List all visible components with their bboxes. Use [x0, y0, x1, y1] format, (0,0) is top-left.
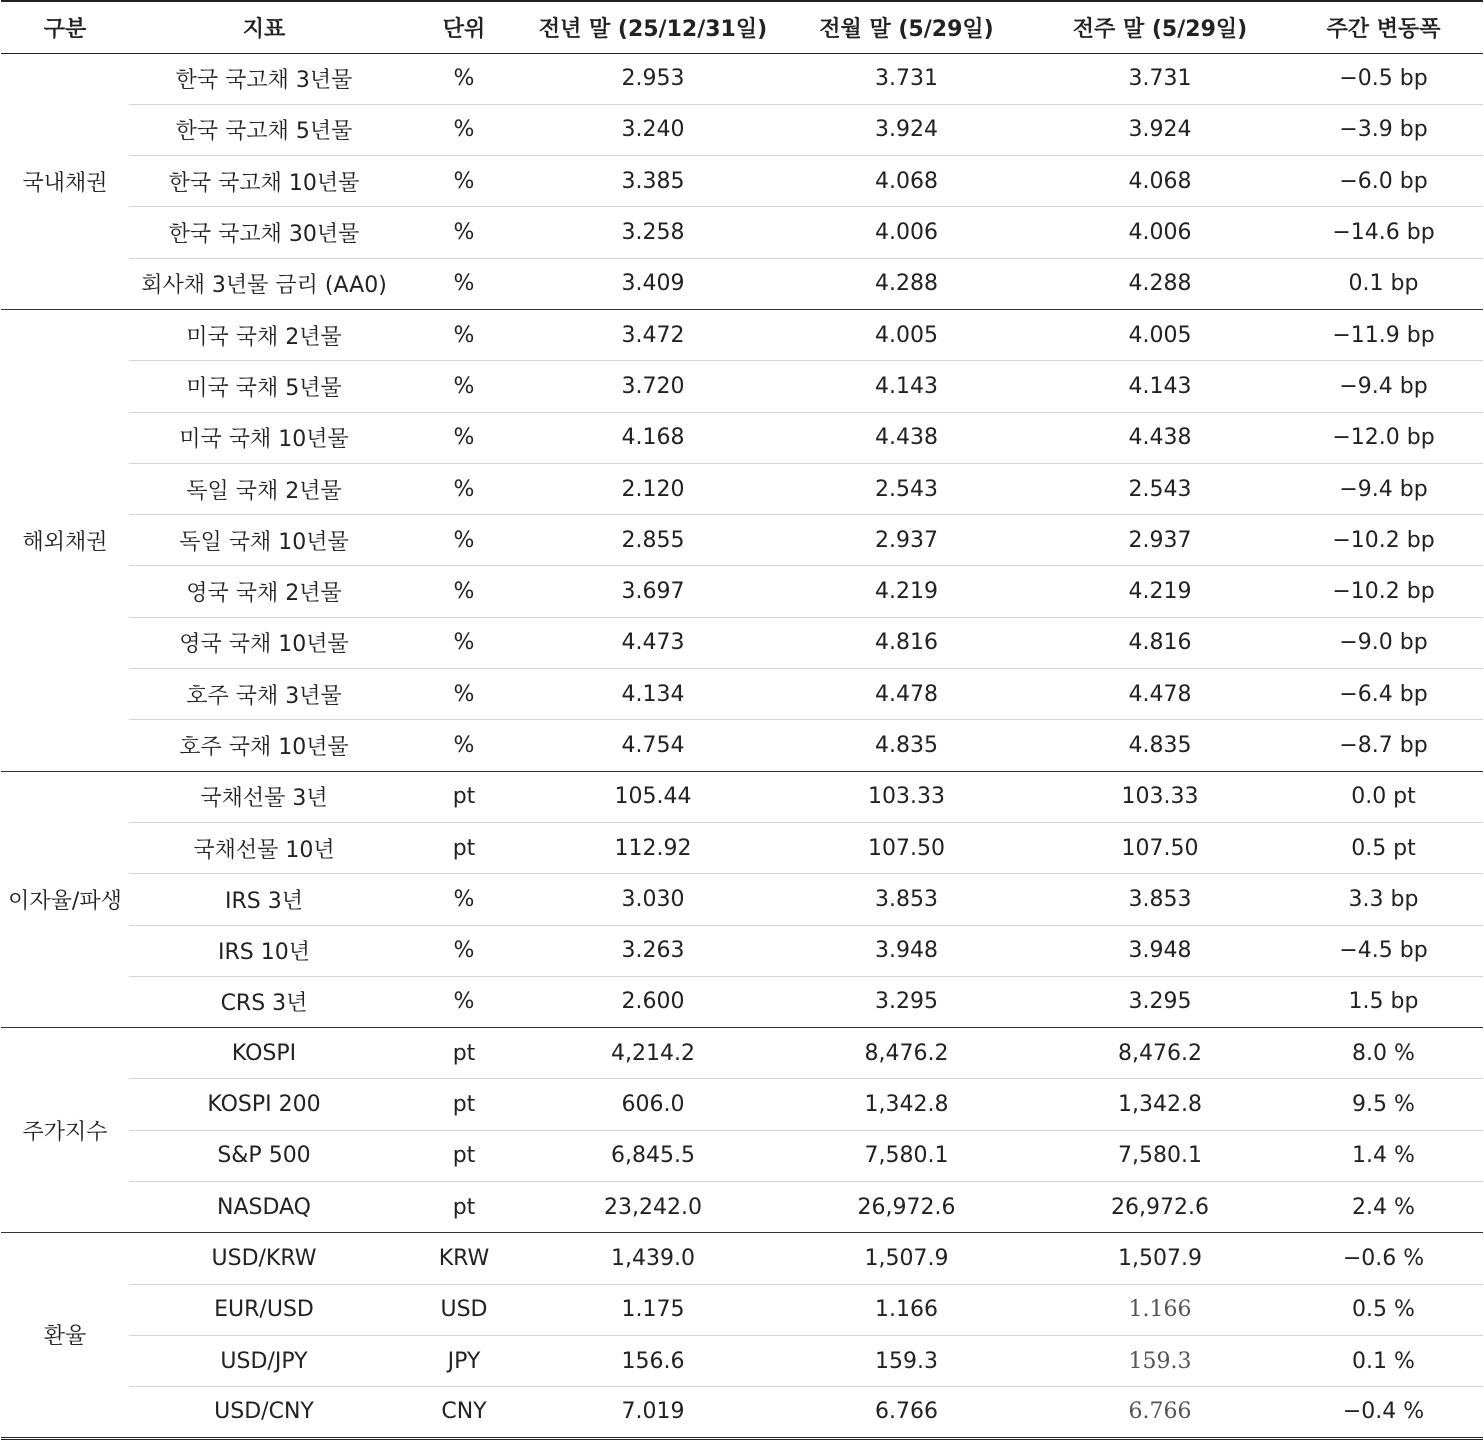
- unit: %: [399, 463, 529, 514]
- table-row: [1, 463, 1483, 514]
- prev-month-end-value: 7,580.1: [777, 1130, 1036, 1181]
- indicator-name: 미국 국채 10년물: [129, 412, 399, 463]
- indicator-name: 회사채 3년물 금리 (AA0): [129, 258, 399, 309]
- unit: %: [399, 258, 529, 309]
- indicator-name: NASDAQ: [129, 1182, 399, 1233]
- table-row: [1, 53, 1483, 104]
- table-row: [1, 1387, 1483, 1438]
- weekly-change: −0.4 %: [1284, 1387, 1483, 1438]
- unit: pt: [399, 771, 529, 822]
- prev-month-end-value: 4.835: [777, 720, 1036, 771]
- indicator-name: 독일 국채 2년물: [129, 463, 399, 514]
- weekly-change: 0.0 pt: [1284, 771, 1483, 822]
- header-prev-week-end: 전주 말 (5/29일): [1036, 1, 1284, 53]
- table-row: [1, 976, 1483, 1027]
- prev-month-end-value: 26,972.6: [777, 1182, 1036, 1233]
- unit: pt: [399, 1182, 529, 1233]
- indicator-name: 한국 국고채 5년물: [129, 104, 399, 155]
- category-label: 이자율/파생: [1, 771, 129, 1027]
- unit: %: [399, 720, 529, 771]
- prev-week-end-value: 4.835: [1036, 720, 1284, 771]
- indicator-name: 한국 국고채 10년물: [129, 156, 399, 207]
- prev-year-end-value: 3.263: [529, 925, 777, 976]
- prev-month-end-value: 3.731: [777, 53, 1036, 104]
- unit: pt: [399, 1130, 529, 1181]
- table-row: [1, 925, 1483, 976]
- indicator-name: IRS 3년: [129, 874, 399, 925]
- prev-week-end-value: 8,476.2: [1036, 1028, 1284, 1079]
- table-row: [1, 1079, 1483, 1130]
- indicator-name: KOSPI: [129, 1028, 399, 1079]
- prev-week-end-value: 4.288: [1036, 258, 1284, 309]
- prev-year-end-value: 2.120: [529, 463, 777, 514]
- prev-week-end-value: 4.005: [1036, 309, 1284, 360]
- indicator-name: 독일 국채 10년물: [129, 515, 399, 566]
- prev-week-end-value: 2.543: [1036, 463, 1284, 514]
- indicator-name: KOSPI 200: [129, 1079, 399, 1130]
- prev-month-end-value: 4.438: [777, 412, 1036, 463]
- header-row: [1, 1, 1483, 53]
- prev-week-end-value: 6.766: [1036, 1387, 1284, 1438]
- prev-year-end-value: 23,242.0: [529, 1182, 777, 1233]
- weekly-change: 1.5 bp: [1284, 976, 1483, 1027]
- prev-month-end-value: 4.288: [777, 258, 1036, 309]
- weekly-change: −11.9 bp: [1284, 309, 1483, 360]
- prev-week-end-value: 4.006: [1036, 207, 1284, 258]
- prev-month-end-value: 1.166: [777, 1284, 1036, 1335]
- weekly-change: 0.1 %: [1284, 1335, 1483, 1386]
- unit: %: [399, 515, 529, 566]
- prev-month-end-value: 6.766: [777, 1387, 1036, 1438]
- prev-week-end-value: 4.478: [1036, 669, 1284, 720]
- unit: %: [399, 412, 529, 463]
- weekly-change: −9.4 bp: [1284, 361, 1483, 412]
- market-indicators-table: [1, 0, 1483, 1440]
- weekly-change: −9.4 bp: [1284, 463, 1483, 514]
- prev-week-end-value: 1.166: [1036, 1284, 1284, 1335]
- prev-week-end-value: 3.295: [1036, 976, 1284, 1027]
- table-row: [1, 361, 1483, 412]
- header-indicator: 지표: [129, 1, 399, 53]
- indicator-name: USD/CNY: [129, 1387, 399, 1438]
- prev-month-end-value: 4.143: [777, 361, 1036, 412]
- unit: %: [399, 669, 529, 720]
- unit: %: [399, 617, 529, 668]
- prev-month-end-value: 4.068: [777, 156, 1036, 207]
- prev-month-end-value: 103.33: [777, 771, 1036, 822]
- weekly-change: −14.6 bp: [1284, 207, 1483, 258]
- weekly-change: 0.1 bp: [1284, 258, 1483, 309]
- weekly-change: −10.2 bp: [1284, 515, 1483, 566]
- table-row: [1, 515, 1483, 566]
- weekly-change: −0.5 bp: [1284, 53, 1483, 104]
- prev-week-end-value: 26,972.6: [1036, 1182, 1284, 1233]
- prev-year-end-value: 6,845.5: [529, 1130, 777, 1181]
- prev-week-end-value: 3.948: [1036, 925, 1284, 976]
- prev-year-end-value: 3.258: [529, 207, 777, 258]
- table-row: [1, 771, 1483, 822]
- prev-month-end-value: 4.006: [777, 207, 1036, 258]
- unit: CNY: [399, 1387, 529, 1438]
- unit: %: [399, 104, 529, 155]
- indicator-name: 호주 국채 10년물: [129, 720, 399, 771]
- prev-year-end-value: 4.754: [529, 720, 777, 771]
- category-label: 환율: [1, 1233, 129, 1438]
- unit: pt: [399, 1079, 529, 1130]
- weekly-change: 2.4 %: [1284, 1182, 1483, 1233]
- prev-year-end-value: 3.720: [529, 361, 777, 412]
- header-weekly-change: 주간 변동폭: [1284, 1, 1483, 53]
- prev-year-end-value: 1.175: [529, 1284, 777, 1335]
- prev-month-end-value: 4.816: [777, 617, 1036, 668]
- category-label: 해외채권: [1, 309, 129, 771]
- unit: %: [399, 976, 529, 1027]
- unit: %: [399, 874, 529, 925]
- unit: pt: [399, 1028, 529, 1079]
- prev-week-end-value: 3.731: [1036, 53, 1284, 104]
- indicator-name: CRS 3년: [129, 976, 399, 1027]
- indicator-name: IRS 10년: [129, 925, 399, 976]
- table-row: [1, 1284, 1483, 1335]
- unit: %: [399, 207, 529, 258]
- prev-week-end-value: 2.937: [1036, 515, 1284, 566]
- table-row: [1, 309, 1483, 360]
- table-row: [1, 669, 1483, 720]
- prev-week-end-value: 4.068: [1036, 156, 1284, 207]
- prev-year-end-value: 3.030: [529, 874, 777, 925]
- prev-month-end-value: 3.295: [777, 976, 1036, 1027]
- header-prev-month-end: 전월 말 (5/29일): [777, 1, 1036, 53]
- table-row: [1, 1130, 1483, 1181]
- prev-year-end-value: 112.92: [529, 822, 777, 873]
- table-row: [1, 104, 1483, 155]
- table-row: [1, 258, 1483, 309]
- table-row: [1, 720, 1483, 771]
- unit: pt: [399, 822, 529, 873]
- indicator-name: 호주 국채 3년물: [129, 669, 399, 720]
- indicator-name: USD/JPY: [129, 1335, 399, 1386]
- prev-month-end-value: 107.50: [777, 822, 1036, 873]
- table-row: [1, 1233, 1483, 1284]
- indicator-name: 국채선물 10년: [129, 822, 399, 873]
- prev-week-end-value: 103.33: [1036, 771, 1284, 822]
- table-row: [1, 156, 1483, 207]
- unit: USD: [399, 1284, 529, 1335]
- prev-week-end-value: 1,342.8: [1036, 1079, 1284, 1130]
- weekly-change: −6.0 bp: [1284, 156, 1483, 207]
- prev-year-end-value: 156.6: [529, 1335, 777, 1386]
- prev-month-end-value: 4.478: [777, 669, 1036, 720]
- prev-month-end-value: 1,342.8: [777, 1079, 1036, 1130]
- unit: JPY: [399, 1335, 529, 1386]
- unit: %: [399, 309, 529, 360]
- prev-year-end-value: 2.953: [529, 53, 777, 104]
- weekly-change: −8.7 bp: [1284, 720, 1483, 771]
- prev-year-end-value: 3.697: [529, 566, 777, 617]
- prev-year-end-value: 4.473: [529, 617, 777, 668]
- prev-year-end-value: 3.240: [529, 104, 777, 155]
- prev-year-end-value: 1,439.0: [529, 1233, 777, 1284]
- table-body: [1, 53, 1483, 1438]
- table-row: [1, 617, 1483, 668]
- prev-year-end-value: 3.409: [529, 258, 777, 309]
- indicator-name: 한국 국고채 30년물: [129, 207, 399, 258]
- indicator-name: 한국 국고채 3년물: [129, 53, 399, 104]
- prev-year-end-value: 4.134: [529, 669, 777, 720]
- unit: %: [399, 53, 529, 104]
- prev-year-end-value: 3.472: [529, 309, 777, 360]
- weekly-change: 3.3 bp: [1284, 874, 1483, 925]
- prev-month-end-value: 3.948: [777, 925, 1036, 976]
- weekly-change: −9.0 bp: [1284, 617, 1483, 668]
- table-row: [1, 1028, 1483, 1079]
- prev-month-end-value: 159.3: [777, 1335, 1036, 1386]
- prev-month-end-value: 2.937: [777, 515, 1036, 566]
- table-row: [1, 566, 1483, 617]
- prev-year-end-value: 4.168: [529, 412, 777, 463]
- prev-month-end-value: 1,507.9: [777, 1233, 1036, 1284]
- prev-week-end-value: 3.924: [1036, 104, 1284, 155]
- prev-year-end-value: 105.44: [529, 771, 777, 822]
- prev-month-end-value: 4.005: [777, 309, 1036, 360]
- prev-month-end-value: 4.219: [777, 566, 1036, 617]
- table-row: [1, 1182, 1483, 1233]
- indicator-name: 국채선물 3년: [129, 771, 399, 822]
- indicator-name: EUR/USD: [129, 1284, 399, 1335]
- prev-week-end-value: 7,580.1: [1036, 1130, 1284, 1181]
- category-label: 국내채권: [1, 53, 129, 309]
- table-header: [1, 1, 1483, 53]
- indicator-name: USD/KRW: [129, 1233, 399, 1284]
- weekly-change: 1.4 %: [1284, 1130, 1483, 1181]
- table-row: [1, 412, 1483, 463]
- unit: %: [399, 566, 529, 617]
- unit: KRW: [399, 1233, 529, 1284]
- prev-week-end-value: 3.853: [1036, 874, 1284, 925]
- prev-week-end-value: 4.816: [1036, 617, 1284, 668]
- indicator-name: 영국 국채 2년물: [129, 566, 399, 617]
- prev-week-end-value: 107.50: [1036, 822, 1284, 873]
- prev-month-end-value: 8,476.2: [777, 1028, 1036, 1079]
- header-category: 구분: [1, 1, 129, 53]
- header-unit: 단위: [399, 1, 529, 53]
- weekly-change: −6.4 bp: [1284, 669, 1483, 720]
- table-row: [1, 1335, 1483, 1386]
- table-row: [1, 874, 1483, 925]
- table-row: [1, 822, 1483, 873]
- indicator-name: S&P 500: [129, 1130, 399, 1181]
- prev-year-end-value: 4,214.2: [529, 1028, 777, 1079]
- weekly-change: 0.5 %: [1284, 1284, 1483, 1335]
- prev-week-end-value: 159.3: [1036, 1335, 1284, 1386]
- prev-week-end-value: 4.143: [1036, 361, 1284, 412]
- weekly-change: −0.6 %: [1284, 1233, 1483, 1284]
- prev-year-end-value: 7.019: [529, 1387, 777, 1438]
- indicator-name: 미국 국채 5년물: [129, 361, 399, 412]
- unit: %: [399, 925, 529, 976]
- indicator-name: 미국 국채 2년물: [129, 309, 399, 360]
- weekly-change: −12.0 bp: [1284, 412, 1483, 463]
- indicator-name: 영국 국채 10년물: [129, 617, 399, 668]
- prev-year-end-value: 2.600: [529, 976, 777, 1027]
- table-row: [1, 207, 1483, 258]
- unit: %: [399, 361, 529, 412]
- prev-year-end-value: 2.855: [529, 515, 777, 566]
- prev-month-end-value: 3.924: [777, 104, 1036, 155]
- prev-week-end-value: 1,507.9: [1036, 1233, 1284, 1284]
- prev-week-end-value: 4.438: [1036, 412, 1284, 463]
- category-label: 주가지수: [1, 1028, 129, 1233]
- prev-year-end-value: 606.0: [529, 1079, 777, 1130]
- prev-year-end-value: 3.385: [529, 156, 777, 207]
- weekly-change: −4.5 bp: [1284, 925, 1483, 976]
- weekly-change: 0.5 pt: [1284, 822, 1483, 873]
- weekly-change: −10.2 bp: [1284, 566, 1483, 617]
- weekly-change: −3.9 bp: [1284, 104, 1483, 155]
- weekly-change: 9.5 %: [1284, 1079, 1483, 1130]
- unit: %: [399, 156, 529, 207]
- header-prev-year-end: 전년 말 (25/12/31일): [529, 1, 777, 53]
- prev-month-end-value: 3.853: [777, 874, 1036, 925]
- weekly-change: 8.0 %: [1284, 1028, 1483, 1079]
- prev-week-end-value: 4.219: [1036, 566, 1284, 617]
- prev-month-end-value: 2.543: [777, 463, 1036, 514]
